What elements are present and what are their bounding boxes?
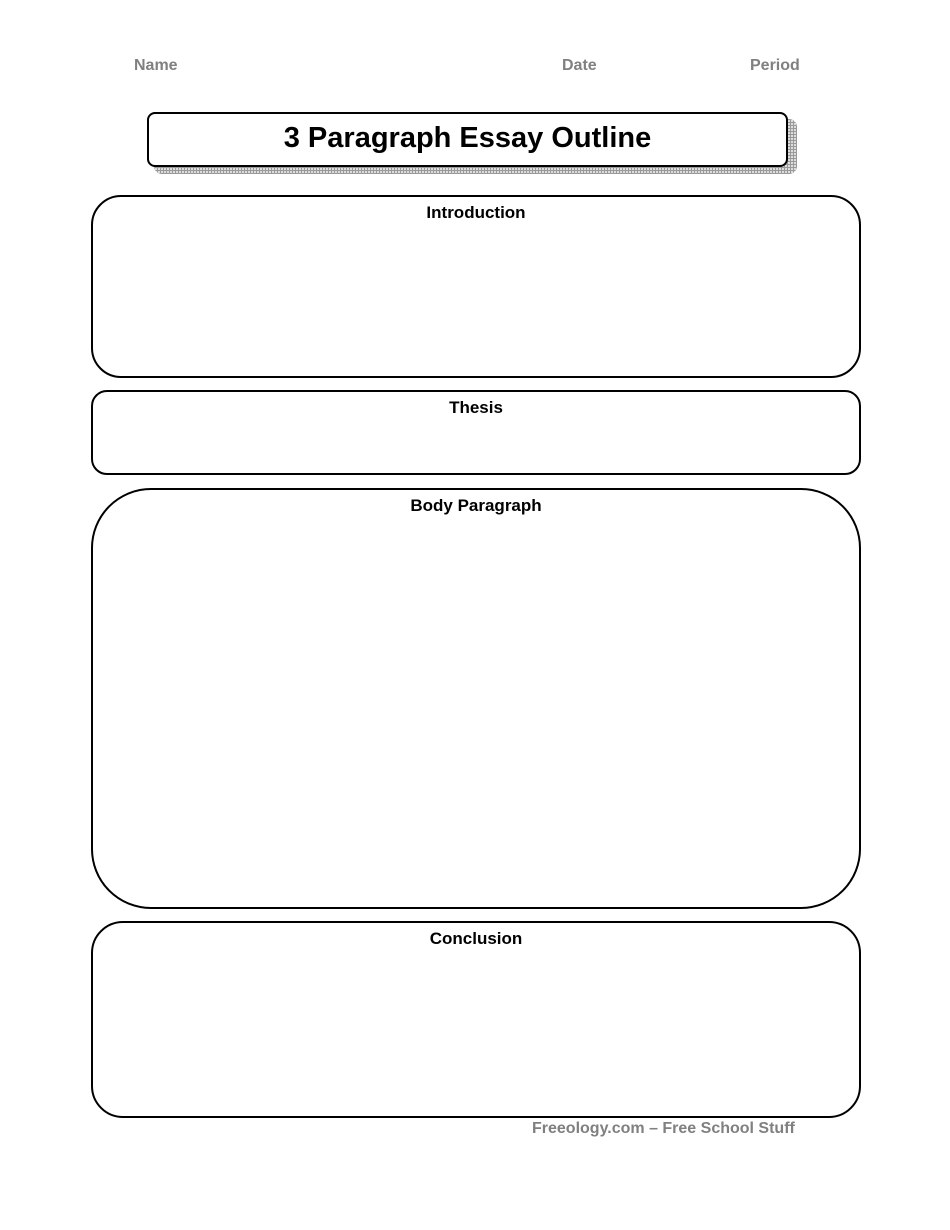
page-title: 3 Paragraph Essay Outline <box>147 112 788 167</box>
body-paragraph-label: Body Paragraph <box>410 496 542 515</box>
thesis-box <box>91 390 861 475</box>
conclusion-label: Conclusion <box>429 929 523 948</box>
body-paragraph-box <box>91 488 861 909</box>
conclusion-box <box>91 921 861 1118</box>
thesis-label: Thesis <box>449 398 503 417</box>
period-label: Period <box>750 57 800 74</box>
introduction-box <box>91 195 861 378</box>
introduction-label: Introduction <box>426 203 526 222</box>
date-label: Date <box>562 57 597 74</box>
name-label: Name <box>134 57 178 74</box>
footer-credit: Freeology.com – Free School Stuff <box>532 1120 795 1137</box>
